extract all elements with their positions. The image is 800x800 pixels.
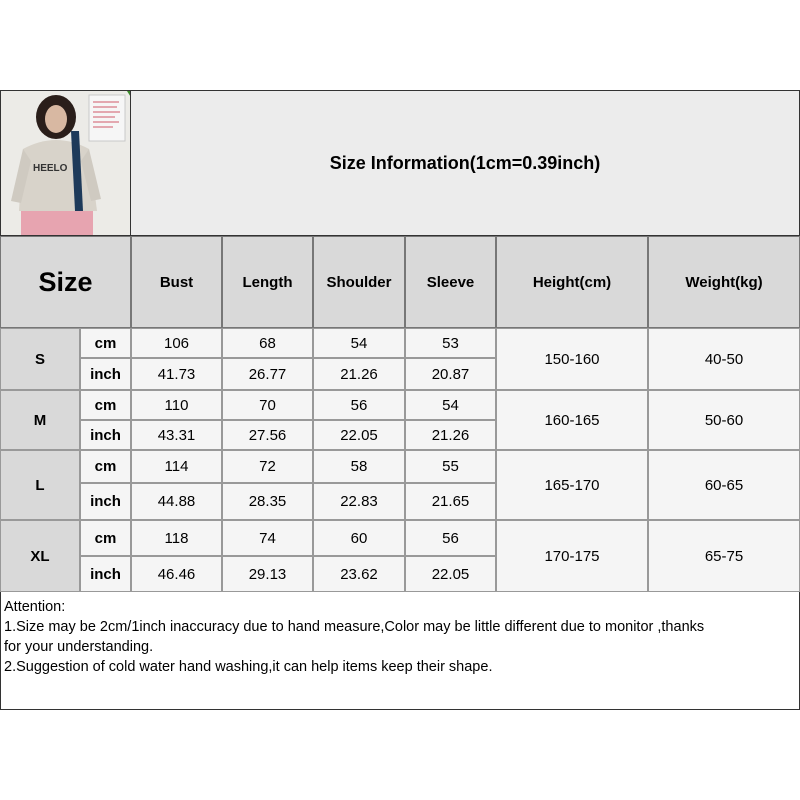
table-cell: 22.05 — [405, 556, 496, 592]
table-cell: 26.77 — [222, 358, 313, 390]
height-range: 150-160 — [496, 328, 648, 390]
unit-label: cm — [80, 390, 131, 420]
unit-label: inch — [80, 483, 131, 520]
attention-heading: Attention: — [4, 599, 66, 615]
table-cell: 54 — [313, 328, 405, 358]
header-length: Length — [222, 236, 313, 328]
table-cell: 29.13 — [222, 556, 313, 592]
header-size: Size — [0, 236, 131, 328]
attention-line-2: 2.Suggestion of cold water hand washing,it can help items keep their shape. — [4, 659, 493, 675]
header-shoulder: Shoulder — [313, 236, 405, 328]
table-cell: 21.26 — [405, 420, 496, 450]
chart-title: Size Information(1cm=0.39inch) — [131, 90, 800, 236]
weight-range: 65-75 — [648, 520, 800, 592]
table-cell: 74 — [222, 520, 313, 556]
height-range: 165-170 — [496, 450, 648, 520]
header-weight: Weight(kg) — [648, 236, 800, 328]
header-sleeve: Sleeve — [405, 236, 496, 328]
attention-notes — [0, 592, 800, 710]
table-cell: 28.35 — [222, 483, 313, 520]
unit-label: inch — [80, 556, 131, 592]
table-cell: 54 — [405, 390, 496, 420]
table-cell: 27.56 — [222, 420, 313, 450]
table-cell: 21.65 — [405, 483, 496, 520]
attention-line-1: 1.Size may be 2cm/1inch inaccuracy due to hand measure,Color may be little different due to monitor ,thanks — [4, 619, 705, 635]
weight-range: 60-65 — [648, 450, 800, 520]
unit-label: inch — [80, 358, 131, 390]
table-cell: 70 — [222, 390, 313, 420]
table-cell: 44.88 — [131, 483, 222, 520]
size-label: XL — [0, 520, 80, 592]
table-cell: 41.73 — [131, 358, 222, 390]
size-chart — [0, 90, 800, 710]
table-cell: 72 — [222, 450, 313, 483]
table-cell: 21.26 — [313, 358, 405, 390]
table-cell: 106 — [131, 328, 222, 358]
table-cell: 56 — [313, 390, 405, 420]
weight-range: 40-50 — [648, 328, 800, 390]
table-cell: 60 — [313, 520, 405, 556]
svg-text:HEELO: HEELO — [33, 163, 68, 174]
model-image — [1, 91, 131, 236]
table-cell: 46.46 — [131, 556, 222, 592]
unit-label: inch — [80, 420, 131, 450]
size-label: L — [0, 450, 80, 520]
size-label: S — [0, 328, 80, 390]
height-range: 170-175 — [496, 520, 648, 592]
table-cell: 22.05 — [313, 420, 405, 450]
table-cell: 118 — [131, 520, 222, 556]
table-cell: 114 — [131, 450, 222, 483]
table-cell: 58 — [313, 450, 405, 483]
attention-line-1-cont: for your understanding. — [4, 639, 154, 655]
table-cell: 110 — [131, 390, 222, 420]
unit-label: cm — [80, 328, 131, 358]
unit-label: cm — [80, 520, 131, 556]
table-cell: 22.83 — [313, 483, 405, 520]
weight-range: 50-60 — [648, 390, 800, 450]
table-cell: 55 — [405, 450, 496, 483]
product-photo — [0, 90, 131, 236]
unit-label: cm — [80, 450, 131, 483]
table-cell: 53 — [405, 328, 496, 358]
header-bust: Bust — [131, 236, 222, 328]
table-cell: 43.31 — [131, 420, 222, 450]
table-cell: 20.87 — [405, 358, 496, 390]
table-cell: 23.62 — [313, 556, 405, 592]
table-cell: 68 — [222, 328, 313, 358]
header-height: Height(cm) — [496, 236, 648, 328]
table-cell: 56 — [405, 520, 496, 556]
size-label: M — [0, 390, 80, 450]
height-range: 160-165 — [496, 390, 648, 450]
